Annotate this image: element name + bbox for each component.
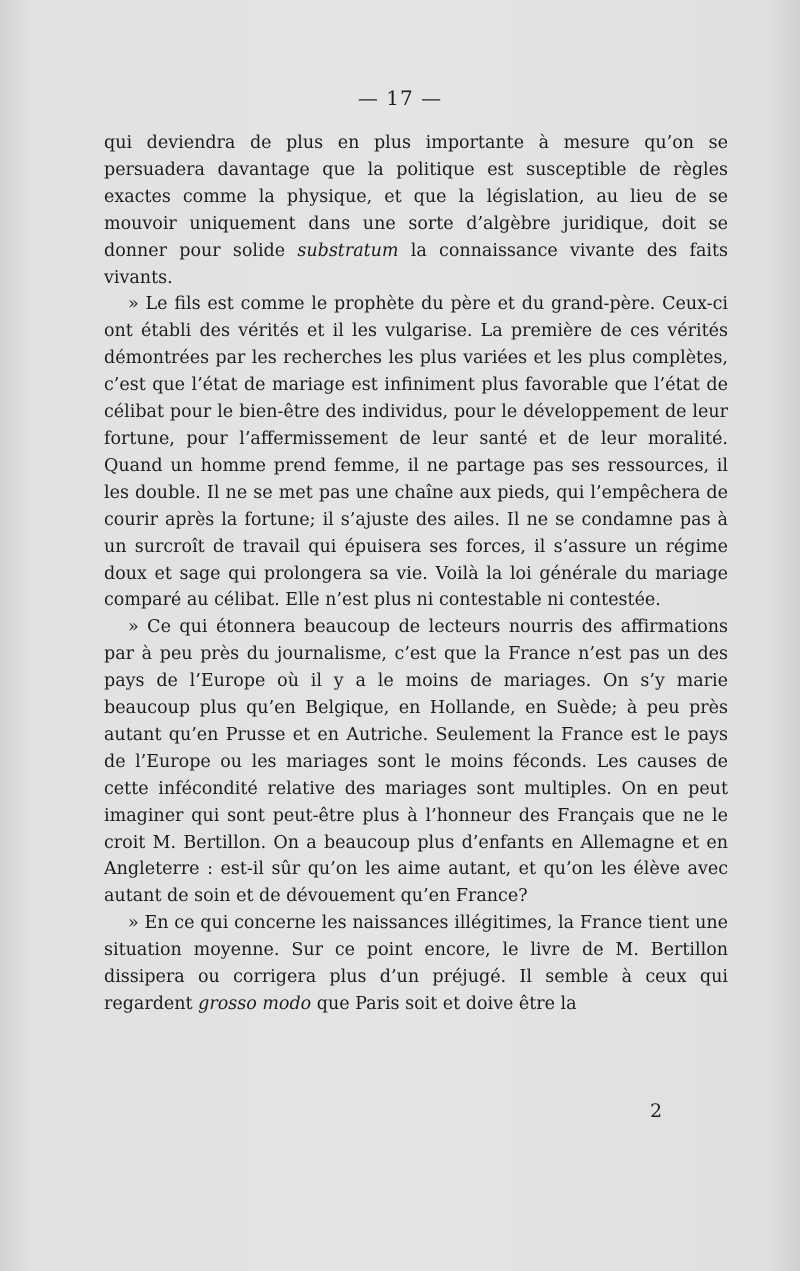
paragraph-4-text: » En ce qui concerne les naissances illégitimes, la France tient une situation moyenne. Sur ce point encore, le livre de M. Bertillon dissipera ou corrigera plus d’un préjugé. Il semble à ceux qui regardent [104, 913, 728, 1014]
paragraph-1-italic: substratum [297, 240, 399, 261]
body-text [104, 130, 728, 1018]
paragraph-continuation [104, 130, 728, 291]
paragraph-son-prophet [104, 291, 728, 614]
paragraph-4-text-end: que Paris soit et doive être la [311, 994, 577, 1014]
page-number: — 17 — [357, 86, 443, 110]
paragraph-2-text: » Le fils est comme le prophète du père et du grand-père. Ceux-ci ont établi des vérités et il les vulgarise. La première de ces vérités démontrées par les recherches les plus variées et les plus complètes, c’est que l’état de mariage est infiniment plus favorable que l’état de célibat pour le bien-être des individus, pour le développement de leur fortune, pour l’affermissement de leur santé et de leur moralité. Quand un homme prend femme, il ne partage pas ses ressources, il les double. Il ne se met pas une chaîne aux pieds, qui l’empêchera de courir après la fortune; il s’ajuste des ailes. Il ne se condamne pas à un surcroît de travail qui épuisera ses forces, il s’assure un régime doux et sage qui prolongera sa vie. Voilà la loi générale du mariage comparé au célibat. Elle n’est plus ni contestable ni contestée. [104, 294, 728, 611]
paragraph-4-italic: grosso modo [198, 994, 312, 1014]
paragraph-3-text: » Ce qui étonnera beaucoup de lecteurs nourris des affirmations par à peu près du journalisme, c’est que la France n’est pas un des pays de l’Europe où il y a le moins de mariages. On s’y marie beaucoup plus qu’en Belgique, en Hollande, en Suède; à peu près autant qu’en Prusse et en Autriche. Seulement la France est le pays de l’Europe ou les mariages sont le moins féconds. Les causes de cette infécondité relative des mariages sont multiples. On en peut imaginer qui sont peut-être plus à l’honneur des Français que ne le croit M. Bertillon. On a beaucoup plus d’enfants en Allemagne et en Angleterre : est-il sûr qu’on les aime autant, et qu’on les élève avec autant de soin et de dévouement qu’en France? [104, 617, 728, 907]
paragraph-1-text-end: la connaissance vivante des faits vivants. [104, 240, 728, 288]
paragraph-illegitimate-births [104, 910, 728, 1018]
paragraph-1-text: qui deviendra de plus en plus importante à mesure qu’on se persuadera davantage que la politique est susceptible de règles exactes comme la physique, et que la législation, au lieu de se mouvoir uniquement dans une sorte d’algèbre juridique, doit se donner pour solide [104, 133, 728, 261]
paragraph-france-marriages [104, 614, 728, 910]
signature-mark: 2 [650, 1100, 663, 1122]
